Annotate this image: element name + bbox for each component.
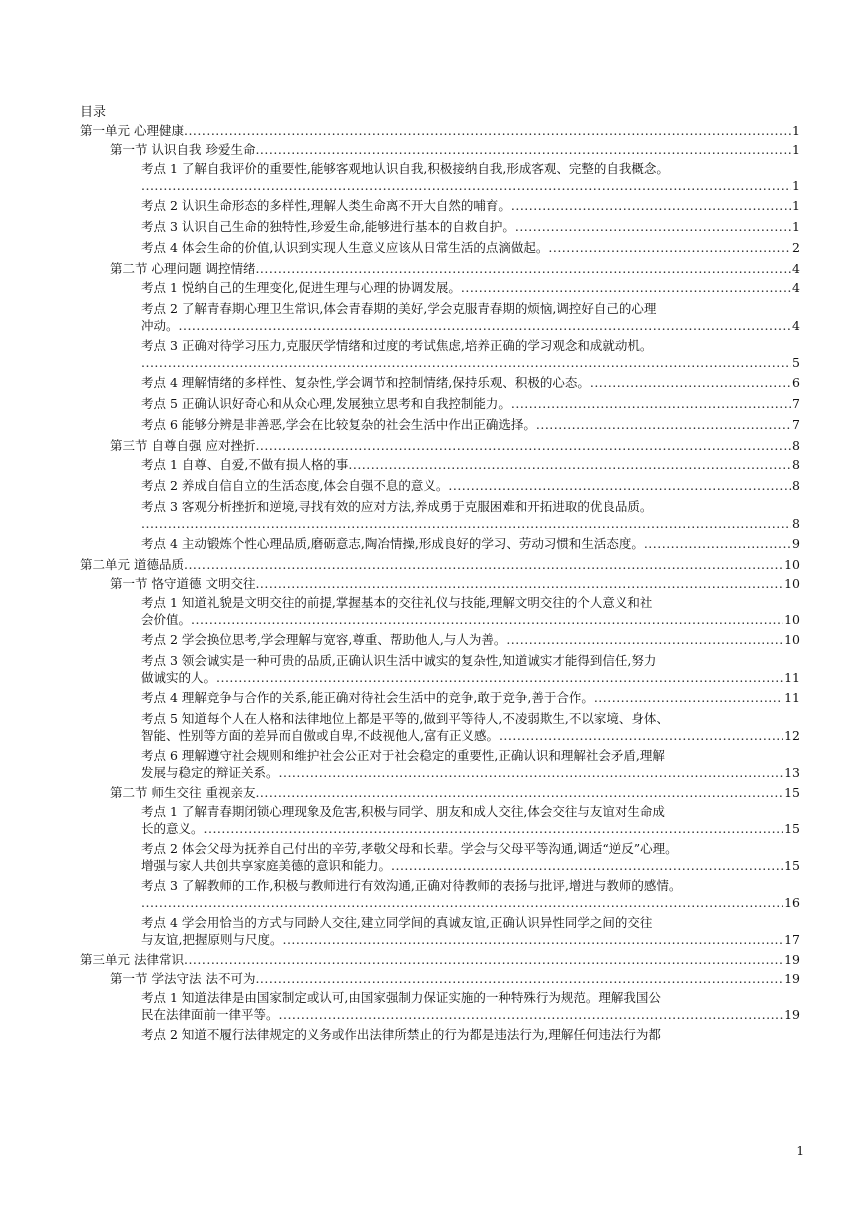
- toc-page-number: 15: [784, 858, 800, 873]
- toc-entry-text-cont: 增强与家人共创共享家庭美德的意识和能力。: [141, 858, 392, 873]
- toc-entry-text: 考点 1 知道礼貌是文明交往的前提,掌握基本的交往礼仪与技能,理解文明交往的个人意义和社: [141, 595, 653, 610]
- toc-entry-text: 第二单元 道德品质: [80, 557, 184, 572]
- toc-entry-text: 考点 2 了解青春期心理卫生常识,体会青春期的美好,学会克服青春期的烦恼,调控好自己的心理: [141, 301, 657, 316]
- dot-leader: [511, 197, 791, 214]
- toc-page-number: 4: [792, 280, 800, 295]
- dot-leader: [179, 317, 792, 334]
- toc-entry-text-cont: 会价值。: [141, 612, 192, 627]
- toc-point[interactable]: [80, 416, 800, 437]
- toc-point[interactable]: [80, 594, 800, 631]
- toc-entry-text: 第二节 师生交往 重视亲友: [110, 785, 256, 800]
- toc-entry-text: 考点 5 知道每个人在人格和法律地位上都是平等的,做到平等待人,不凌弱欺生,不以家境、身体、: [141, 711, 669, 726]
- dot-leader: [255, 437, 791, 454]
- dot-leader: [141, 177, 791, 194]
- dot-leader: [644, 535, 791, 552]
- dot-leader: [255, 575, 783, 592]
- toc-point[interactable]: [80, 300, 800, 337]
- toc-section[interactable]: [80, 437, 800, 456]
- toc-entry-text: 考点 2 体会父母为抚养自己付出的辛劳,孝敬父母和长辈。学会与父母平等沟通,调适“逆反”心理。: [141, 841, 678, 856]
- dot-leader: [590, 374, 791, 391]
- dot-leader: [204, 820, 784, 837]
- toc-point[interactable]: [80, 803, 800, 840]
- toc-entry-text: 考点 1 了解青春期闭锁心理现象及危害,积极与同学、朋友和成人交往,体会交往与友谊对生命成: [141, 804, 665, 819]
- toc-entry-text: 考点 2 学会换位思考,学会理解与宽容,尊重、帮助他人,与人为善。: [141, 632, 507, 647]
- dot-leader: [141, 515, 791, 532]
- dot-leader: [282, 931, 783, 948]
- toc-point[interactable]: [80, 337, 800, 374]
- toc-point[interactable]: [80, 395, 800, 416]
- dot-leader: [255, 784, 783, 801]
- toc-point[interactable]: [80, 1026, 800, 1047]
- toc-entry-text: 考点 1 悦纳自己的生理变化,促进生理与心理的协调发展。: [141, 280, 461, 295]
- toc-point[interactable]: [80, 477, 800, 498]
- toc-entry-text: 第一节 认识自我 珍爱生命: [110, 142, 256, 157]
- dot-leader: [515, 218, 791, 235]
- toc-page-number: 17: [784, 932, 800, 947]
- toc-point[interactable]: [80, 279, 800, 300]
- dot-leader: [184, 556, 783, 573]
- toc-entry-text: 考点 3 认识自己生命的独特性,珍爱生命,能够进行基本的自救自护。: [141, 219, 515, 234]
- toc-entry-text: 第二节 心理问题 调控情绪: [110, 261, 256, 276]
- toc-entry-text: 考点 4 主动锻炼个性心理品质,磨砺意志,陶冶情操,形成良好的学习、劳动习惯和生活态度。: [141, 536, 644, 551]
- toc-page-number: 15: [784, 821, 800, 836]
- dot-leader: [536, 416, 791, 433]
- toc-entry-text: 第一节 恪守道德 文明交往: [110, 576, 256, 591]
- dot-leader: [255, 970, 783, 987]
- dot-leader: [511, 395, 791, 412]
- toc-entry-text-cont: 发展与稳定的辩证关系。: [141, 765, 279, 780]
- toc-page-number: 19: [784, 952, 800, 967]
- toc-entry-text: 第三单元 法律常识: [80, 952, 184, 967]
- toc-section[interactable]: [80, 260, 800, 279]
- table-of-contents: [80, 104, 800, 1047]
- toc-entry-text-cont: 智能、性别等方面的差异而自傲或自卑,不歧视他人,富有正义感。: [141, 728, 499, 743]
- toc-unit[interactable]: [80, 951, 800, 970]
- dot-leader: [191, 611, 783, 628]
- toc-point[interactable]: [80, 535, 800, 556]
- toc-point[interactable]: [80, 498, 800, 535]
- toc-entry-text: 考点 3 了解教师的工作,积极与教师进行有效沟通,正确对待教师的表扬与批评,增进与教师的感情。: [141, 878, 682, 893]
- dot-leader: [448, 477, 791, 494]
- dot-leader: [184, 122, 791, 139]
- toc-entry-text: 考点 1 知道法律是由国家制定或认可,由国家强制力保证实施的一种特殊行为规范。理解我国公: [141, 990, 661, 1005]
- toc-section[interactable]: [80, 784, 800, 803]
- toc-entry-text: 考点 3 领会诚实是一种可贵的品质,正确认识生活中诚实的复杂性,知道诚实才能得到信任,努力: [141, 653, 657, 668]
- toc-entry-text: 考点 2 养成自信自立的生活态度,体会自强不息的意义。: [141, 478, 449, 493]
- dot-leader: [141, 894, 783, 911]
- toc-entry-text: 第一单元 心理健康: [80, 123, 184, 138]
- dot-leader: [499, 727, 783, 744]
- toc-page-number: 1: [792, 198, 800, 213]
- toc-point[interactable]: [80, 840, 800, 877]
- toc-entry-text: 第一节 学法守法 法不可为: [110, 971, 256, 986]
- toc-page-number: 1: [792, 142, 800, 157]
- toc-page-number: 7: [792, 396, 800, 411]
- toc-page-number: 1: [792, 178, 800, 193]
- toc-entry-text: 第三节 自尊自强 应对挫折: [110, 438, 256, 453]
- toc-entry-text: 考点 4 理解竞争与合作的关系,能正确对待社会生活中的竞争,敢于竞争,善于合作。: [141, 690, 594, 705]
- toc-entry-text: 考点 6 能够分辨是非善恶,学会在比较复杂的社会生活中作出正确选择。: [141, 417, 536, 432]
- toc-entry-text: 考点 1 了解自我评价的重要性,能够客观地认识自我,积极接纳自我,形成客观、完整的自我概念。: [141, 161, 669, 176]
- dot-leader: [255, 141, 791, 158]
- toc-entry-text: 考点 4 学会用恰当的方式与同龄人交往,建立同学间的真诚友谊,正确认识异性同学之间的交往: [141, 915, 653, 930]
- toc-entry-text: 考点 6 理解遵守社会规则和维护社会公正对于社会稳定的重要性,正确认识和理解社会矛盾,理解: [141, 748, 665, 763]
- toc-entry-text-cont: 与友谊,把握原则与尺度。: [141, 932, 283, 947]
- dot-leader: [548, 239, 791, 256]
- toc-page-number: 1: [792, 123, 800, 138]
- toc-entry-text-cont: 做诚实的人。: [141, 670, 217, 685]
- dot-leader: [184, 951, 783, 968]
- toc-entry-text: 考点 3 客观分析挫折和逆境,寻找有效的应对方法,养成勇于克服困难和开拓进取的优良品质。: [141, 499, 653, 514]
- toc-page-number: 11: [784, 690, 800, 705]
- toc-page-number: 4: [792, 261, 800, 276]
- toc-page-number: 8: [792, 478, 800, 493]
- toc-point[interactable]: [80, 877, 800, 914]
- page-number: 1: [796, 1144, 804, 1158]
- toc-point[interactable]: [80, 239, 800, 260]
- toc-entry-text: 考点 5 正确认识好奇心和从众心理,发展独立思考和自我控制能力。: [141, 396, 511, 411]
- toc-page-number: 8: [792, 457, 800, 472]
- toc-point[interactable]: [80, 456, 800, 477]
- dot-leader: [216, 669, 783, 686]
- toc-page-number: 15: [784, 785, 800, 800]
- toc-page-number: 16: [784, 895, 800, 910]
- toc-page-number: 10: [784, 557, 800, 572]
- toc-entry-text: 考点 4 理解情绪的多样性、复杂性,学会调节和控制情绪,保持乐观、积极的心态。: [141, 375, 590, 390]
- toc-entry-text: 考点 4 体会生命的价值,认识到实现人生意义应该从日常生活的点滴做起。: [141, 240, 549, 255]
- dot-leader: [594, 689, 783, 706]
- toc-entry-text: 考点 1 自尊、自爱,不做有损人格的事: [141, 457, 349, 472]
- toc-unit[interactable]: [80, 122, 800, 141]
- dot-leader: [279, 764, 784, 781]
- dot-leader: [391, 857, 783, 874]
- toc-point[interactable]: [80, 710, 800, 747]
- toc-point[interactable]: [80, 747, 800, 784]
- toc-entry-text: 考点 2 认识生命形态的多样性,理解人类生命离不开大自然的哺育。: [141, 198, 511, 213]
- toc-page-number: 5: [792, 355, 800, 370]
- toc-point[interactable]: [80, 989, 800, 1026]
- toc-point[interactable]: [80, 374, 800, 395]
- toc-page-number: 12: [784, 728, 800, 743]
- dot-leader: [506, 631, 783, 648]
- dot-leader: [279, 1006, 784, 1023]
- toc-page-number: 7: [792, 417, 800, 432]
- dot-leader: [461, 279, 791, 296]
- toc-entry-text-cont: 冲动。: [141, 318, 179, 333]
- toc-page-number: 1: [792, 219, 800, 234]
- toc-page-number: 19: [784, 971, 800, 986]
- toc-page-number: 10: [784, 612, 800, 627]
- toc-point[interactable]: [80, 914, 800, 951]
- toc-page-number: 8: [792, 438, 800, 453]
- toc-point[interactable]: [80, 218, 800, 239]
- toc-page-number: 13: [784, 765, 800, 780]
- toc-point[interactable]: [80, 652, 800, 689]
- toc-page-number: 8: [792, 516, 800, 531]
- toc-section[interactable]: [80, 970, 800, 989]
- toc-entry-text: 考点 2 知道不履行法律规定的义务或作出法律所禁止的行为都是违法行为,理解任何违法行为都: [141, 1027, 661, 1042]
- toc-section[interactable]: [80, 575, 800, 594]
- toc-unit[interactable]: [80, 556, 800, 575]
- toc-title: 目录: [80, 105, 107, 120]
- dot-leader: [348, 456, 791, 473]
- toc-point[interactable]: [80, 160, 800, 197]
- toc-page-number: 2: [792, 240, 800, 255]
- toc-page-number: 11: [784, 670, 800, 685]
- toc-point[interactable]: [80, 689, 800, 710]
- toc-page-number: 4: [792, 318, 800, 333]
- toc-page-number: 6: [792, 375, 800, 390]
- toc-page-number: 19: [784, 1007, 800, 1022]
- toc-section[interactable]: [80, 141, 800, 160]
- dot-leader: [141, 354, 791, 371]
- toc-page-number: 10: [784, 632, 800, 647]
- toc-page-number: 9: [792, 536, 800, 551]
- toc-page-number: 10: [784, 576, 800, 591]
- toc-point[interactable]: [80, 631, 800, 652]
- toc-entry-text-cont: 民在法律面前一律平等。: [141, 1007, 279, 1022]
- dot-leader: [255, 260, 791, 277]
- toc-entry-text-cont: 长的意义。: [141, 821, 204, 836]
- toc-point[interactable]: [80, 197, 800, 218]
- toc-entry-text: 考点 3 正确对待学习压力,克服厌学情绪和过度的考试焦虑,培养正确的学习观念和成就动机。: [141, 338, 653, 353]
